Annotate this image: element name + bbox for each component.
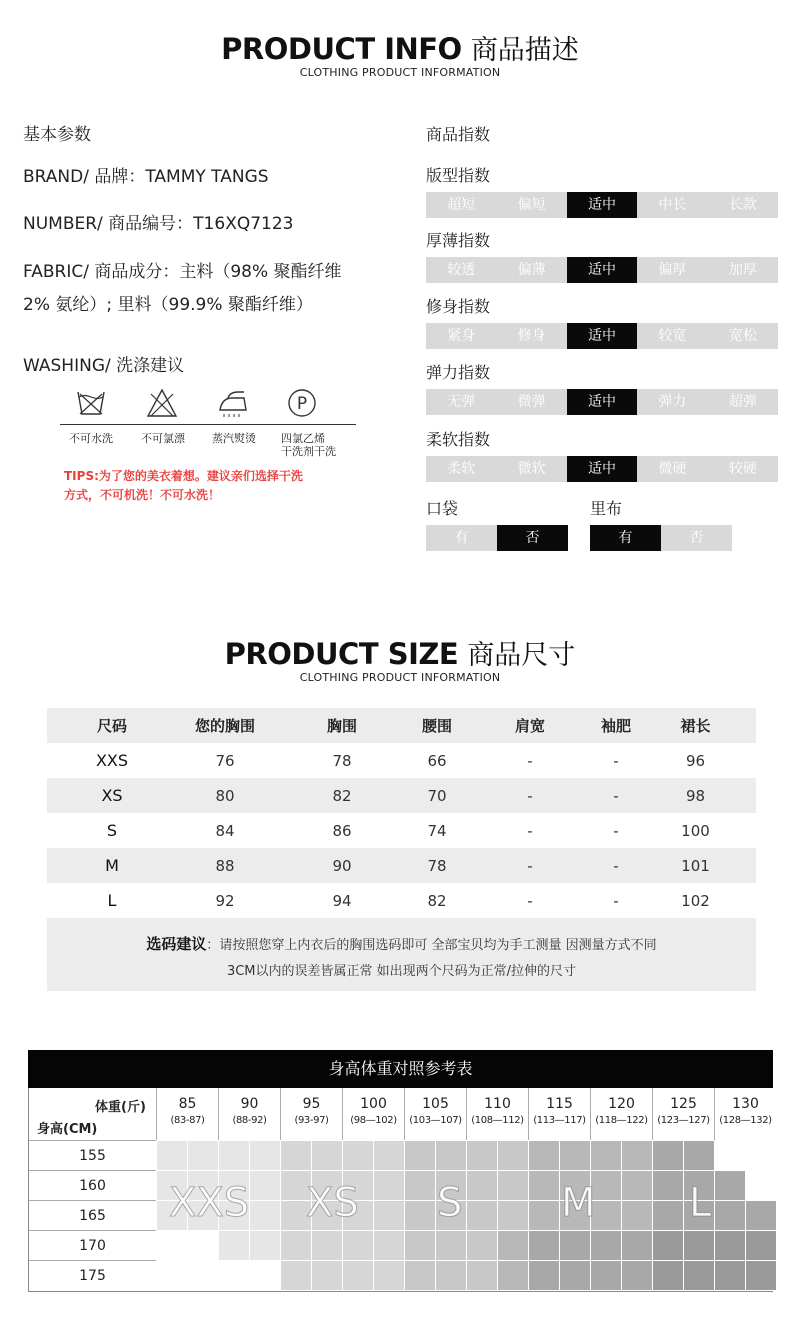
tips-line-1: TIPS:为了您的美衣着想。建议亲们选择干洗 xyxy=(64,469,303,483)
hw-cell xyxy=(156,1140,187,1170)
index-scale-option: 无弹 xyxy=(426,389,496,415)
fabric-line-1: FABRIC/ 商品成分：主料（98% 聚酯纤维 xyxy=(23,262,342,282)
hw-cell xyxy=(280,1230,311,1260)
weight-range: (108—112) xyxy=(471,1115,524,1126)
index-scale-option: 宽松 xyxy=(708,323,778,349)
index-scale-option: 长款 xyxy=(708,192,778,218)
index-scale-option: 偏厚 xyxy=(637,257,707,283)
tips-line-2: 方式，不可机洗！不可水洗！ xyxy=(64,488,221,502)
index-scale-option: 偏短 xyxy=(496,192,566,218)
col-header: 尺码 xyxy=(96,717,127,735)
weight-value: 95 xyxy=(302,1096,321,1112)
measure-cell: 101 xyxy=(681,856,710,875)
weight-value: 100 xyxy=(360,1096,387,1112)
info-title-cn: 商品描述 xyxy=(470,35,579,66)
hw-cell xyxy=(621,1260,652,1290)
index-scale-label: 厚薄指数 xyxy=(426,231,491,250)
hw-cell xyxy=(683,1230,714,1260)
weight-column-header xyxy=(714,1088,776,1140)
hw-chart-title: 身高体重对照参考表 xyxy=(28,1050,773,1088)
hw-cell xyxy=(249,1140,280,1170)
hw-cell xyxy=(559,1230,590,1260)
info-subtitle: CLOTHING PRODUCT INFORMATION xyxy=(299,66,501,79)
measure-cell: 84 xyxy=(215,821,235,840)
index-scale-label: 弹力指数 xyxy=(426,363,491,382)
hw-cell xyxy=(497,1260,528,1290)
index-scale-bar xyxy=(426,323,778,349)
weight-column-header xyxy=(218,1088,280,1140)
index-scale-option: 适中 xyxy=(567,389,637,415)
hw-cell xyxy=(466,1200,497,1230)
index-scale-option: 适中 xyxy=(567,192,637,218)
hw-cell xyxy=(311,1260,342,1290)
hw-cell xyxy=(590,1260,621,1290)
size-table-row xyxy=(47,743,756,778)
weight-column-header xyxy=(652,1088,714,1140)
height-row-label: 160 xyxy=(29,1170,156,1200)
lining-option-yes: 有 xyxy=(590,525,661,551)
index-scale-option: 超弹 xyxy=(708,389,778,415)
weight-range: (88-92) xyxy=(232,1115,267,1126)
hw-cell xyxy=(466,1230,497,1260)
measure-cell: - xyxy=(527,856,533,875)
hw-cell xyxy=(714,1170,745,1200)
washing-title: WASHING/ 洗涤建议 xyxy=(23,356,185,376)
weight-column-header xyxy=(466,1088,528,1140)
hw-cell xyxy=(497,1140,528,1170)
hw-cell xyxy=(342,1260,373,1290)
hw-cell xyxy=(714,1260,745,1290)
hw-cell xyxy=(497,1200,528,1230)
hw-cell xyxy=(342,1140,373,1170)
brand-line: BRAND/ 品牌：TAMMY TANGS xyxy=(23,167,269,187)
weight-value: 85 xyxy=(178,1096,197,1112)
index-scale-label: 柔软指数 xyxy=(426,430,491,449)
size-table xyxy=(47,708,756,918)
measure-cell: - xyxy=(527,891,533,910)
size-cell: M xyxy=(105,856,119,875)
index-scale-option: 较硬 xyxy=(708,456,778,482)
care-label-dry-clean-2: 干洗剂干洗 xyxy=(281,445,336,458)
index-scale-option: 适中 xyxy=(567,257,637,283)
col-header: 肩宽 xyxy=(514,717,545,735)
measure-cell: 92 xyxy=(215,891,235,910)
measure-cell: - xyxy=(527,751,533,770)
measure-cell: 80 xyxy=(215,786,235,805)
hw-size-label: L xyxy=(689,1180,712,1226)
height-row-label: 175 xyxy=(29,1260,156,1290)
weight-column-header xyxy=(156,1088,218,1140)
size-cell: XS xyxy=(101,786,123,805)
lining-label: 里布 xyxy=(590,499,623,518)
measure-cell: 78 xyxy=(332,751,352,770)
care-label-steam-iron: 蒸汽熨烫 xyxy=(212,432,256,445)
weight-value: 110 xyxy=(484,1096,511,1112)
dry-clean-p-icon xyxy=(285,386,319,420)
weight-value: 115 xyxy=(546,1096,573,1112)
height-row-label: 165 xyxy=(29,1200,156,1230)
index-scale-option: 微弹 xyxy=(496,389,566,415)
svg-text:P: P xyxy=(296,394,308,414)
hw-cell xyxy=(528,1260,559,1290)
index-scale-option: 较透 xyxy=(426,257,496,283)
index-scale-option: 修身 xyxy=(496,323,566,349)
measure-cell: - xyxy=(613,821,619,840)
hw-cell xyxy=(528,1140,559,1170)
lining-option-no: 否 xyxy=(661,525,732,551)
hw-cell xyxy=(714,1200,745,1230)
hw-cell xyxy=(311,1230,342,1260)
measure-cell: 98 xyxy=(685,786,706,805)
fabric-line-2: 2% 氨纶）; 里料（99.9% 聚酯纤维） xyxy=(23,295,313,315)
index-scale-option: 柔软 xyxy=(426,456,496,482)
weight-value: 130 xyxy=(732,1096,759,1112)
col-header: 您的胸围 xyxy=(194,717,255,735)
measure-cell: - xyxy=(527,786,533,805)
hw-cell xyxy=(745,1260,776,1290)
weight-range: (83-87) xyxy=(170,1115,205,1126)
hw-cell xyxy=(373,1260,404,1290)
advice-text-1: ：请按照您穿上内衣后的胸围选码即可 全部宝贝均为手工测量 因测量方式不同 xyxy=(206,938,657,953)
number-line: NUMBER/ 商品编号：T16XQ7123 xyxy=(23,214,294,234)
index-scale-option: 弹力 xyxy=(637,389,707,415)
hw-cell xyxy=(528,1200,559,1230)
hw-cell xyxy=(404,1230,435,1260)
measure-cell: 102 xyxy=(681,891,710,910)
size-cell: XXS xyxy=(95,751,129,770)
index-scale-bar xyxy=(426,456,778,482)
index-scale-bar xyxy=(426,389,778,415)
weight-range: (113—117) xyxy=(533,1115,586,1126)
care-label-no-wash: 不可水洗 xyxy=(69,432,113,445)
hw-cell xyxy=(683,1260,714,1290)
advice-line-2: 3CM以内的误差皆属正常 如出现两个尺码为正常/拉伸的尺寸 xyxy=(226,964,577,979)
size-cell: L xyxy=(107,891,117,910)
no-wash-icon xyxy=(74,386,108,420)
care-label-dry-clean: 四氯乙烯 xyxy=(281,432,325,445)
measure-cell: - xyxy=(613,786,619,805)
measure-cell: - xyxy=(613,751,619,770)
measure-cell: 70 xyxy=(427,786,447,805)
index-title: 商品指数 xyxy=(426,125,491,144)
weight-column-header xyxy=(590,1088,652,1140)
index-scale-label: 修身指数 xyxy=(426,297,491,316)
hw-cell xyxy=(528,1230,559,1260)
hw-cell xyxy=(559,1140,590,1170)
index-scale-option: 较宽 xyxy=(637,323,707,349)
measure-cell: 96 xyxy=(685,751,706,770)
hw-cell xyxy=(404,1170,435,1200)
hw-cell xyxy=(621,1170,652,1200)
col-header: 胸围 xyxy=(326,717,357,735)
hw-cell xyxy=(497,1230,528,1260)
weight-range: (123—127) xyxy=(657,1115,710,1126)
hw-cell xyxy=(745,1230,776,1260)
hw-cell xyxy=(621,1140,652,1170)
size-advice xyxy=(47,918,756,991)
hw-cell xyxy=(373,1200,404,1230)
weight-column-header xyxy=(404,1088,466,1140)
measure-cell: 76 xyxy=(215,751,235,770)
hw-cell xyxy=(218,1230,249,1260)
hw-cell xyxy=(435,1260,466,1290)
advice-line-1 xyxy=(47,933,756,954)
hw-cell xyxy=(187,1140,218,1170)
care-label-no-bleach: 不可氯漂 xyxy=(141,432,185,445)
size-title-en: PRODUCT SIZE xyxy=(224,637,459,671)
no-bleach-icon xyxy=(145,386,179,420)
measure-cell: 100 xyxy=(681,821,710,840)
index-scale-bar xyxy=(426,257,778,283)
hw-cell xyxy=(683,1140,714,1170)
weight-range: (93-97) xyxy=(294,1115,329,1126)
weight-range: (103—107) xyxy=(409,1115,462,1126)
hw-cell xyxy=(435,1230,466,1260)
hw-cell xyxy=(435,1140,466,1170)
weight-column-header xyxy=(342,1088,404,1140)
index-scale-option: 超短 xyxy=(426,192,496,218)
size-cell: S xyxy=(106,821,118,840)
hw-cell xyxy=(528,1170,559,1200)
info-title xyxy=(0,28,800,67)
measure-cell: 78 xyxy=(427,856,447,875)
measure-cell: 82 xyxy=(427,891,447,910)
size-title-cn: 商品尺寸 xyxy=(467,640,576,671)
measure-cell: 74 xyxy=(427,821,447,840)
hw-cell xyxy=(466,1140,497,1170)
height-row-label: 170 xyxy=(29,1230,156,1260)
weight-range: (98—102) xyxy=(350,1115,397,1126)
hw-cell xyxy=(373,1230,404,1260)
col-header: 袖肥 xyxy=(600,717,631,735)
index-scale-option: 适中 xyxy=(567,456,637,482)
hw-cell xyxy=(652,1260,683,1290)
measure-cell: - xyxy=(613,856,619,875)
size-table-row xyxy=(47,883,756,918)
weight-column-header xyxy=(528,1088,590,1140)
size-table-header xyxy=(47,708,756,743)
index-scale-option: 微硬 xyxy=(637,456,707,482)
hw-cell xyxy=(652,1140,683,1170)
weight-value: 105 xyxy=(422,1096,449,1112)
hw-cell xyxy=(652,1230,683,1260)
hw-cell xyxy=(404,1260,435,1290)
hw-cell xyxy=(373,1170,404,1200)
index-scale-option: 偏薄 xyxy=(496,257,566,283)
weight-value: 125 xyxy=(670,1096,697,1112)
pocket-option-yes: 有 xyxy=(426,525,497,551)
basic-params-title: 基本参数 xyxy=(23,125,91,145)
hw-size-label: S xyxy=(437,1180,463,1226)
index-scale-label: 版型指数 xyxy=(426,166,491,185)
hw-cell xyxy=(621,1230,652,1260)
hw-cell xyxy=(497,1170,528,1200)
measure-cell: - xyxy=(613,891,619,910)
hw-cell xyxy=(249,1230,280,1260)
hw-cell xyxy=(342,1230,373,1260)
hw-cell xyxy=(404,1140,435,1170)
weight-value: 90 xyxy=(240,1096,259,1112)
col-header: 腰围 xyxy=(421,717,452,735)
advice-label: 选码建议 xyxy=(146,935,207,953)
hw-cell xyxy=(466,1170,497,1200)
hw-cell xyxy=(652,1200,683,1230)
hw-size-label: M xyxy=(561,1180,596,1226)
hw-cell xyxy=(745,1200,776,1230)
hw-cell xyxy=(249,1200,280,1230)
hw-cell xyxy=(714,1230,745,1260)
size-title xyxy=(0,633,800,672)
hw-cell xyxy=(590,1140,621,1170)
hw-cell xyxy=(466,1260,497,1290)
care-divider xyxy=(60,424,356,425)
measure-cell: 90 xyxy=(332,856,352,875)
index-scale-bar xyxy=(426,192,778,218)
measure-cell: 82 xyxy=(332,786,352,805)
hw-size-label: XXS xyxy=(169,1180,250,1226)
weight-range: (128—132) xyxy=(719,1115,772,1126)
measure-cell: 66 xyxy=(427,751,447,770)
size-table-row xyxy=(47,848,756,883)
pocket-label: 口袋 xyxy=(426,499,459,518)
hw-cell xyxy=(311,1140,342,1170)
hw-cell xyxy=(373,1140,404,1170)
measure-cell: 88 xyxy=(215,856,235,875)
index-scale-option: 中长 xyxy=(637,192,707,218)
hw-cell xyxy=(404,1200,435,1230)
index-scale-option: 适中 xyxy=(567,323,637,349)
hw-cell xyxy=(280,1260,311,1290)
hw-cell xyxy=(249,1170,280,1200)
info-title-en: PRODUCT INFO xyxy=(221,32,462,66)
pocket-option-no: 否 xyxy=(497,525,568,551)
hw-cell xyxy=(621,1200,652,1230)
pocket-scale xyxy=(426,525,568,551)
hw-cell xyxy=(280,1140,311,1170)
measure-cell: 86 xyxy=(332,821,352,840)
index-scale-option: 微软 xyxy=(496,456,566,482)
measure-cell: 94 xyxy=(332,891,352,910)
hw-size-label: XS xyxy=(306,1180,359,1226)
hw-cell xyxy=(590,1230,621,1260)
size-table-row xyxy=(47,778,756,813)
index-scale-option: 紧身 xyxy=(426,323,496,349)
weight-column-header xyxy=(280,1088,342,1140)
index-scale-option: 加厚 xyxy=(708,257,778,283)
weight-range: (118—122) xyxy=(595,1115,648,1126)
height-axis-label: 身高(CM) xyxy=(37,1122,98,1137)
hw-cell xyxy=(652,1170,683,1200)
measure-cell: - xyxy=(527,821,533,840)
size-table-row xyxy=(47,813,756,848)
hw-chart-grid xyxy=(28,1088,773,1292)
hw-cell xyxy=(218,1140,249,1170)
lining-scale xyxy=(590,525,732,551)
size-subtitle: CLOTHING PRODUCT INFORMATION xyxy=(299,671,501,684)
weight-value: 120 xyxy=(608,1096,635,1112)
weight-axis-label: 体重(斤) xyxy=(95,1100,146,1115)
steam-iron-icon xyxy=(216,386,250,420)
hw-cell xyxy=(559,1260,590,1290)
col-header: 裙长 xyxy=(680,717,711,735)
height-row-label: 155 xyxy=(29,1140,156,1170)
